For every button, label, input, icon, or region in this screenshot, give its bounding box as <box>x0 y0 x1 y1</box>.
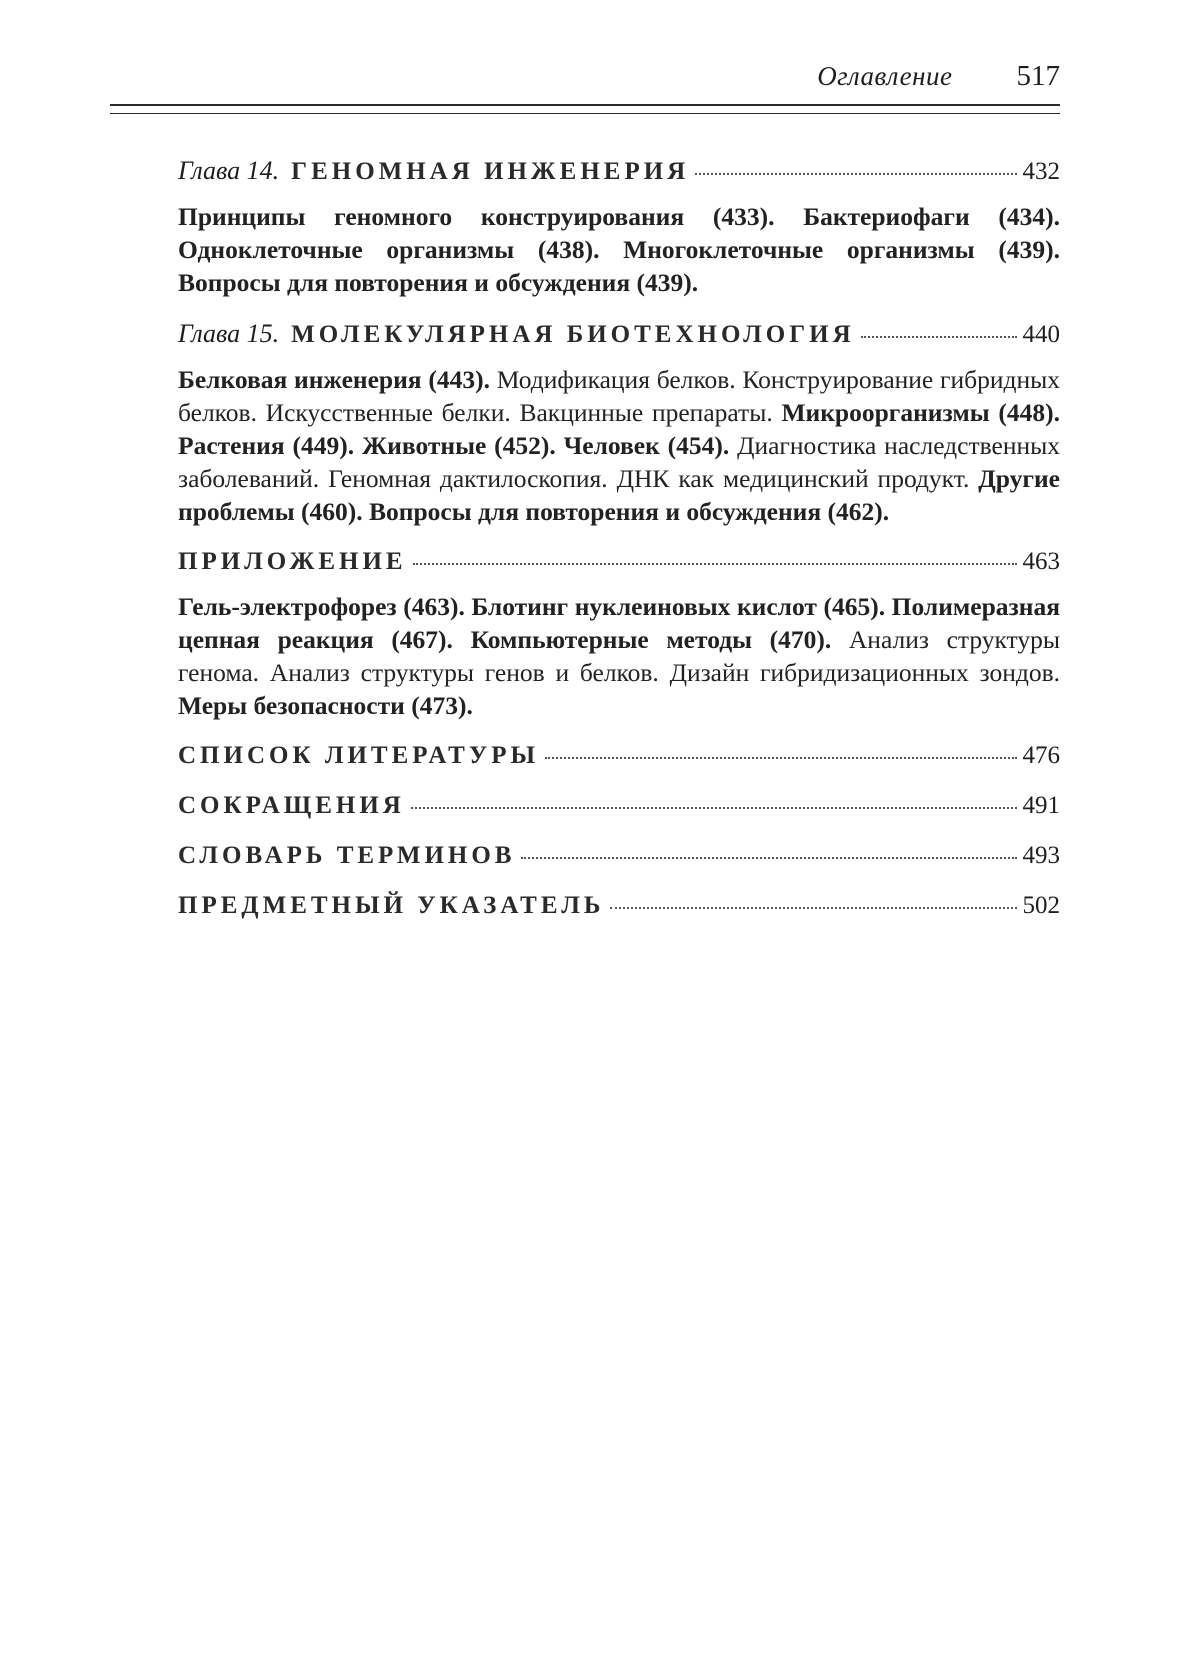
entry-page-number: 476 <box>1022 742 1060 769</box>
section-reference: Гель-электрофорез (463). <box>178 592 472 621</box>
toc-entry <box>178 742 1060 770</box>
running-head-title: Оглавление <box>817 61 953 91</box>
section-reference: Другие проблемы (460). <box>178 464 1060 526</box>
section-reference: Принципы геномного конструирования (433). <box>178 202 804 231</box>
chapter-number: Глава 15. <box>178 319 280 348</box>
entry-page-number: 463 <box>1022 548 1060 575</box>
chapter-title: ПРИЛОЖЕНИЕ <box>178 548 407 575</box>
section-reference: Одноклеточные организмы (438). <box>178 235 624 264</box>
section-reference: Животные (452). <box>361 431 564 460</box>
entry-page-number: 432 <box>1022 158 1060 185</box>
back-matter-title: ПРЕДМЕТНЫЙ УКАЗАТЕЛЬ <box>178 892 605 919</box>
table-of-contents <box>178 156 1060 942</box>
back-matter-list <box>178 742 1060 920</box>
back-matter-title: СПИСОК ЛИТЕРАТУРЫ <box>178 742 540 769</box>
dot-leader <box>413 561 1017 565</box>
section-reference: Вопросы для повторения и обсуждения (462). <box>369 497 890 526</box>
chapter-list <box>178 156 1060 722</box>
section-reference: Микроорганизмы (448). <box>781 398 1060 427</box>
section-reference: Блотинг нуклеиновых кислот (465). <box>471 592 892 621</box>
section-reference: Диагностика наследственных заболеваний. Геномная дактилоскопия. ДНК как медицинский продукт. <box>178 431 1060 493</box>
section-reference: Модификация белков. Конструирование гибридных белков. Искусственные белки. Вакцинные препараты. <box>178 365 1060 427</box>
entry-page-number: 440 <box>1022 321 1060 348</box>
section-reference: Компьютерные методы (470). <box>470 625 849 654</box>
dot-leader <box>610 905 1016 909</box>
toc-entry <box>178 842 1060 870</box>
section-reference: Меры безопасности (473). <box>178 691 473 720</box>
section-reference: Человек (454). <box>563 431 738 460</box>
entry-page-number: 493 <box>1022 842 1060 869</box>
chapter-description <box>178 200 1060 299</box>
section-reference: Вопросы для повторения и обсуждения (439). <box>178 268 699 297</box>
dot-leader <box>545 755 1016 759</box>
running-head <box>110 60 1060 93</box>
section-reference: Бактериофаги (434). <box>803 202 1060 231</box>
dot-leader <box>695 171 1016 175</box>
back-matter-title: СЛОВАРЬ ТЕРМИНОВ <box>178 842 516 869</box>
dot-leader <box>861 334 1017 338</box>
chapter-title: ГЕНОМНАЯ ИНЖЕНЕРИЯ <box>291 158 690 185</box>
dot-leader <box>521 855 1016 859</box>
page-number: 517 <box>1016 60 1060 92</box>
entry-page-number: 502 <box>1022 892 1060 919</box>
section-reference: Многоклеточные организмы (439). <box>623 235 1060 264</box>
toc-entry <box>178 319 1060 349</box>
chapter-number: Глава 14. <box>178 156 280 185</box>
dot-leader <box>411 805 1017 809</box>
section-reference: Белковая инженерия (443). <box>178 365 497 394</box>
toc-entry <box>178 548 1060 576</box>
header-rule-thin <box>110 113 1060 114</box>
chapter-description <box>178 590 1060 722</box>
chapter-title: МОЛЕКУЛЯРНАЯ БИОТЕХНОЛОГИЯ <box>291 321 855 348</box>
header-rule <box>110 104 1060 106</box>
toc-entry <box>178 156 1060 186</box>
section-reference: Анализ структуры генома. Анализ структуры генов и белков. Дизайн гибридизационных зондов. <box>178 625 1060 687</box>
entry-page-number: 491 <box>1022 792 1060 819</box>
toc-entry <box>178 892 1060 920</box>
section-reference: Полимеразная цепная реакция (467). <box>178 592 1060 654</box>
chapter-description <box>178 363 1060 528</box>
back-matter-title: СОКРАЩЕНИЯ <box>178 792 405 819</box>
toc-entry <box>178 792 1060 820</box>
section-reference: Растения (449). <box>178 431 362 460</box>
